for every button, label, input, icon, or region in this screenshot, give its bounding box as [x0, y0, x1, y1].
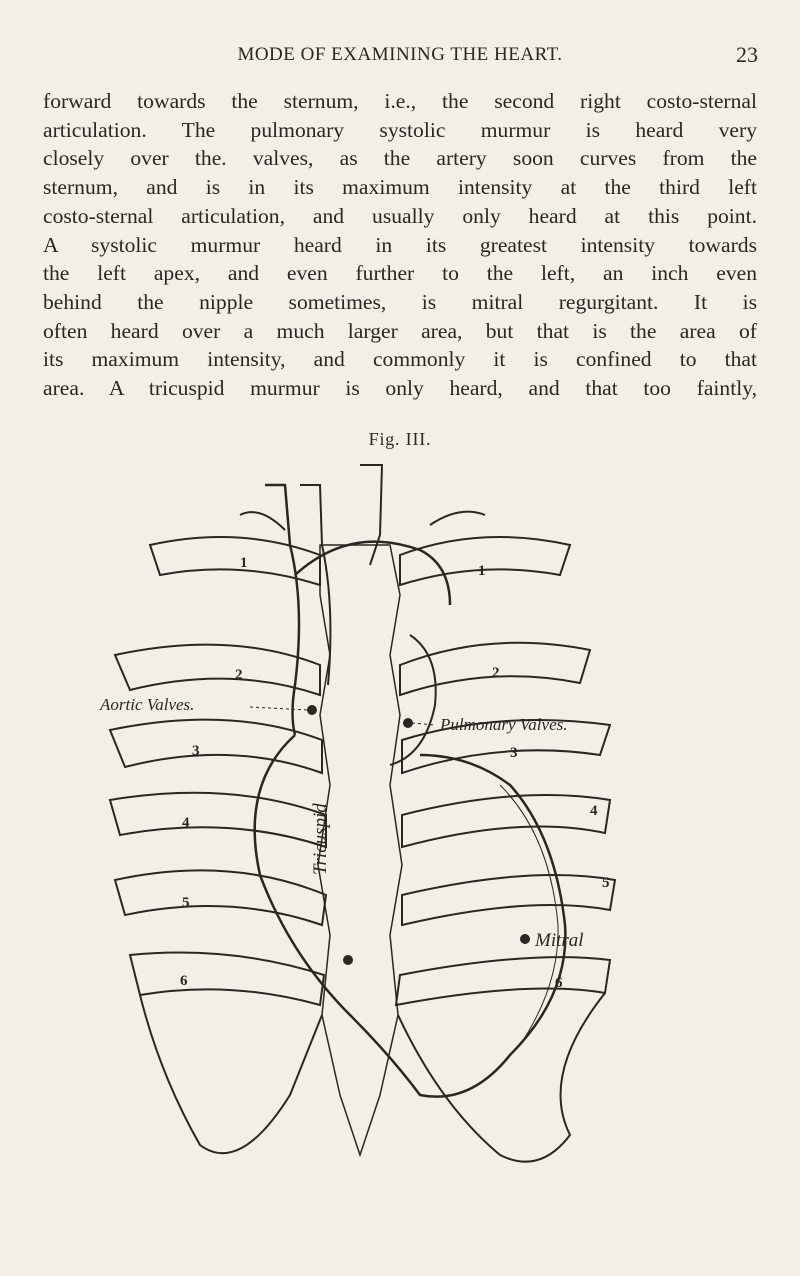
rib-number-r1: 1 [240, 555, 248, 571]
text-line: its maximum intensity, and commonly it is confined to that [43, 347, 757, 372]
mitral-label: Mitral [535, 930, 584, 951]
costal-margin-right [140, 995, 322, 1153]
text-line: costo-sternal articulation, and usually only heard at this point. [43, 203, 757, 228]
aortic-valve-marker [308, 706, 316, 714]
rib-l4 [402, 795, 610, 847]
rib-number-l1: 1 [478, 563, 486, 579]
text-line: A systolic murmur heard in its greatest intensity towards [43, 232, 757, 257]
running-head [0, 30, 800, 70]
rib-r6 [130, 953, 324, 1006]
rib-number-r2: 2 [235, 667, 243, 683]
text-line: sternum, and is in its maximum intensity at the third left [43, 175, 757, 200]
rib-number-l2: 2 [492, 665, 500, 681]
mitral-valve-marker [521, 935, 529, 943]
rib-r4 [110, 793, 326, 847]
text-line: area. A tricuspid murmur is only heard, and that too faintly, [43, 376, 757, 401]
aorta [265, 485, 299, 735]
aorta-inner [300, 485, 330, 685]
subclavian [240, 512, 285, 530]
running-title: MODE OF EXAMINING THE HEART. [237, 44, 563, 65]
text-line: the left apex, and even further to the left, an inch even [43, 261, 757, 286]
rib-number-r5: 5 [182, 895, 190, 911]
left-carotid [360, 465, 382, 565]
text-line: closely over the. valves, as the artery soon curves from the [43, 146, 757, 171]
aortic-valves-label: Aortic Valves. [100, 695, 195, 714]
heart-diagram [90, 455, 750, 1175]
costal-margin-left [398, 993, 605, 1162]
aortic-leader [250, 707, 308, 710]
rib-number-r6: 6 [180, 973, 188, 989]
rib-number-r4: 4 [182, 815, 190, 831]
pulmonary-leader [412, 723, 435, 725]
heart-outline [255, 735, 566, 1097]
pulmonary-valves-label: Pulmonary Valves. [440, 715, 568, 734]
arch [295, 542, 450, 605]
page-number: 23 [736, 42, 758, 67]
rib-r2 [115, 645, 320, 695]
rib-r5 [115, 870, 326, 925]
rib-number-r3: 3 [192, 743, 200, 759]
figure-caption: Fig. III. [368, 429, 432, 449]
left-ventricle-shading [500, 785, 558, 1045]
left-subclavian [430, 512, 485, 525]
text-line: behind the nipple sometimes, is mitral regurgitant. It is [43, 289, 757, 314]
rib-number-l4: 4 [590, 803, 598, 819]
rib-number-l3: 3 [510, 745, 518, 761]
text-line: forward towards the sternum, i.e., the second right costo-sternal [43, 89, 757, 113]
rib-number-l6: 6 [555, 975, 563, 991]
text-line: articulation. The pulmonary systolic murmur is heard very [43, 117, 757, 142]
rib-number-l5: 5 [602, 875, 610, 891]
rib-l5 [402, 875, 615, 925]
text-line: often heard over a much larger area, but that is the area of [43, 318, 757, 343]
rib-r3 [110, 720, 322, 773]
pulmonary-valve-marker [404, 719, 412, 727]
tricuspid-valve-marker [344, 956, 352, 964]
body-paragraph [43, 87, 757, 403]
tricuspid-label: Tricuspid [310, 803, 331, 875]
rib-l6 [396, 957, 610, 1005]
